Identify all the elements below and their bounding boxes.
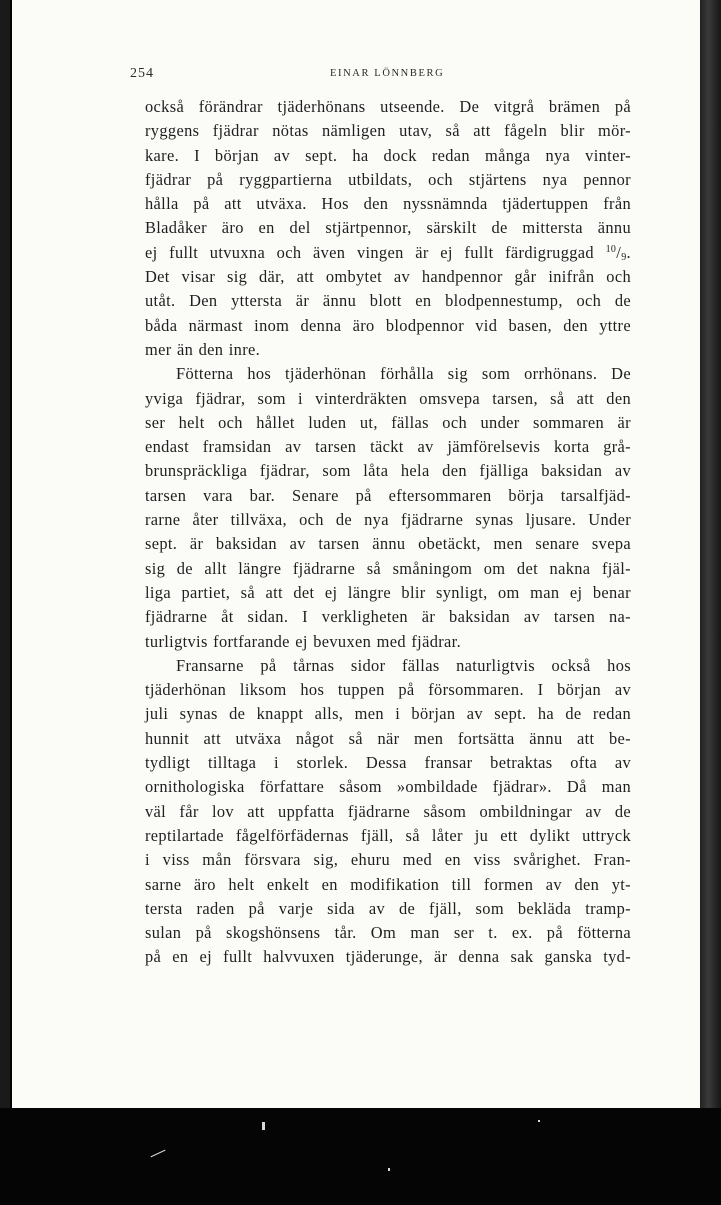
text-line: juli synas de knappt alls, men i början av sept. ha de redan <box>145 704 631 724</box>
text-line: fjädrar på ryggpartierna utbildats, och stjärtens nya pennor <box>145 169 631 189</box>
text-line: tjäderhönan liksom hos tuppen på försommaren. I början av <box>145 680 631 700</box>
text-line: kare. I början av sept. ha dock redan många nya vinter- <box>145 145 631 165</box>
running-header <box>130 66 630 86</box>
text-line: utåt. Den yttersta är ännu blott en blodpennestump, och de <box>145 291 631 311</box>
text-line: också förändrar tjäderhönans utseende. De vitgrå brämen på <box>145 97 631 116</box>
text-line: ser helt och hållet luden ut, fällas och under sommaren är <box>145 412 631 432</box>
date-day: 10 <box>605 243 617 255</box>
text-line: sulan på skogshönsens tår. Om man ser t. ex. på fötterna <box>145 923 631 943</box>
text-line: sig de allt längre fjädrarne så småningom om det nakna fjäl- <box>145 558 631 578</box>
text-line: endast framsidan av tarsen täckt av jämförelsevis korta grå- <box>145 437 631 457</box>
text-line: reptilartade fågelförfädernas fjäll, så låter ju ett dylikt uttryck <box>145 825 631 845</box>
text-line: Bladåker äro en del stjärtpennor, särskilt de mittersta ännu <box>145 218 631 238</box>
text-line: fjädrarne åt sidan. I verkligheten är baksidan av tarsen na- <box>145 607 631 627</box>
text-line: Det visar sig där, att ombytet av handpennor går inifrån och <box>145 267 631 287</box>
text-line: i viss mån försvara sig, ehuru med en viss svårighet. Fran- <box>145 850 631 870</box>
text-line: rarne åter tillväxa, och de nya fjädrarne synas ljusare. Under <box>145 510 631 530</box>
text-line: Fransarne på tårnas sidor fällas naturligtvis också hos <box>176 655 631 675</box>
text-line: hunnit att utväxa något så när men fortsätta ännu att be- <box>145 728 631 748</box>
text-line: tydligt tilltaga i storlek. Dessa fransar betraktas ofta av <box>145 753 631 773</box>
text-line: på en ej fullt halvvuxen tjäderunge, är denna sak ganska tyd- <box>145 947 631 967</box>
text-line: brunspräckliga fjädrar, som låta hela den fjälliga baksidan av <box>145 461 631 481</box>
text-line: Fötterna hos tjäderhönan förhålla sig som orrhönans. De <box>176 364 631 384</box>
text-line: hålla på att utväxa. Hos den nyssnämnda tjädertuppen från <box>145 194 631 214</box>
paragraph <box>145 362 631 654</box>
text-line: yviga fjädrar, som i vinterdräkten omsvepa tarsen, så att den <box>145 388 631 408</box>
text-line: sarne äro helt enkelt en modifikation till formen av den yt- <box>145 874 631 894</box>
dust-speck <box>388 1168 390 1171</box>
dust-speck <box>262 1122 265 1130</box>
text-line: sept. är baksidan av tarsen ännu obetäckt, men senare svepa <box>145 534 631 554</box>
dust-speck <box>538 1120 540 1122</box>
dust-speck <box>151 1150 166 1158</box>
date-suffix: . <box>626 242 631 262</box>
text-line: liga partiet, så att det ej längre blir synligt, om man ej benar <box>145 582 631 602</box>
body-text <box>145 95 631 970</box>
text-line: tersta raden på varje sida av de fjäll, som bekläda tramp- <box>145 898 631 918</box>
scan-left-edge <box>0 0 10 1205</box>
text-line: ryggens fjädrar nötas nämligen utav, så att fågeln blir mör- <box>145 121 631 141</box>
text-line: turligtvis fortfarande ej bevuxen med fjädrar. <box>145 631 462 651</box>
text-fragment: ej fullt utvuxna och även vingen är ej fullt färdigruggad <box>145 242 594 262</box>
date-month: 9 <box>621 251 627 263</box>
text-line: mer än den inre. <box>145 339 261 359</box>
paragraph <box>145 654 631 970</box>
paragraph <box>145 95 631 362</box>
text-line: väl får lov att uppfatta fjädrarne såsom ombildningar av de <box>145 801 631 821</box>
scan-right-edge <box>700 0 721 1205</box>
text-line: tarsen vara bar. Senare på eftersommaren börja tarsalfjäd- <box>145 485 631 505</box>
page-number: 254 <box>130 66 154 81</box>
text-line: båda närmast inom denna äro blodpennor vid basen, den yttre <box>145 315 631 335</box>
text-line: ornithologiska författare såsom »ombildade fjädrar». Då man <box>145 777 631 797</box>
scan-bottom-margin <box>0 1108 721 1205</box>
text-line-with-date: ej fullt utvuxna och även vingen är ej fullt färdigruggad $^{10}$/9. <box>145 242 631 263</box>
running-title: EINAR LÖNNBERG <box>330 68 445 79</box>
